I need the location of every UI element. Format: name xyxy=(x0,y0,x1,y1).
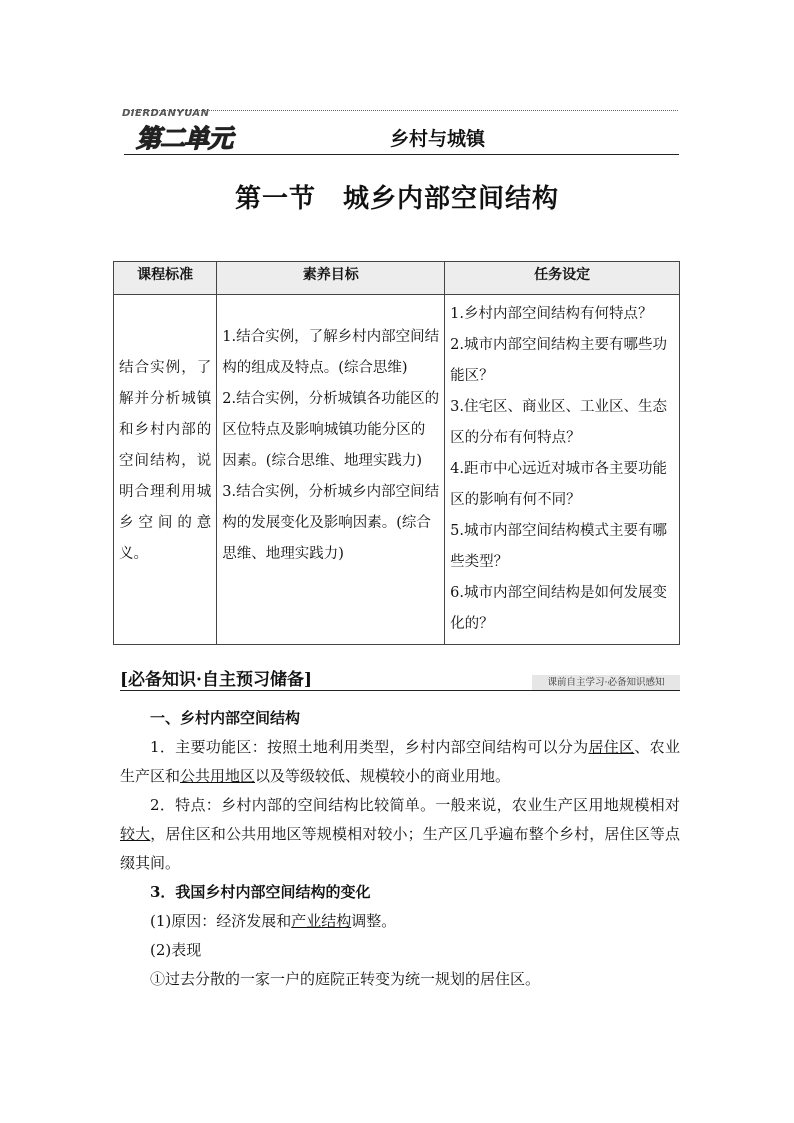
section-title: 第一节 城乡内部空间结构 xyxy=(234,184,559,214)
knowledge-bar-tag: 课前自主学习·必备知识感知 xyxy=(532,675,680,690)
task-item: 2.城市内部空间结构主要有哪些功能区？ xyxy=(450,337,668,384)
header-curriculum: 课程标准 xyxy=(114,262,217,295)
header-rule xyxy=(124,154,679,155)
goal-item: 3.结合实例，分析城乡内部空间结构的发展变化及影响因素。(综合思维、地理实践力) xyxy=(222,484,440,562)
unit-logo: 第二单元 xyxy=(136,124,233,153)
table-row xyxy=(114,295,680,645)
paragraph-reason xyxy=(120,907,680,936)
text-span: ，居住区和公共用地区等规模相对较小；生产区几乎遍布整个乡村，居住区等点缀其间。 xyxy=(120,825,680,872)
knowledge-bar-title: [必备知识·自主预习储备] xyxy=(120,670,313,690)
answer-span: 较大 xyxy=(120,825,151,843)
answer-span: 公共用地区 xyxy=(180,767,256,785)
task-item: 5.城市内部空间结构模式主要有哪些类型？ xyxy=(450,523,668,570)
text-span: 以及等级较低、规模较小的商业用地。 xyxy=(255,767,511,785)
header-tasks: 任务设定 xyxy=(445,262,680,295)
standards-table xyxy=(113,261,680,645)
header-goals: 素养目标 xyxy=(217,262,445,295)
body-text xyxy=(120,704,680,994)
text-span: 1．主要功能区：按照土地利用类型，乡村内部空间结构可以分为 xyxy=(150,738,589,756)
goal-item: 2.结合实例，分析城镇各功能区的区位特点及影响城镇功能分区的因素。(综合思维、地理实践力) xyxy=(222,391,440,469)
table-header-row xyxy=(114,262,680,295)
paragraph-functional-areas xyxy=(120,733,680,791)
task-item: 1.乡村内部空间结构有何特点？ xyxy=(450,306,653,322)
paragraph-features xyxy=(120,791,680,878)
text-span: 调整。 xyxy=(351,912,397,930)
unit-pinyin: DIERDANYUAN xyxy=(122,108,210,119)
text-span: (1)原因：经济发展和 xyxy=(150,912,292,930)
paragraph-item-1: ①过去分散的一家一户的庭院正转变为统一规划的居住区。 xyxy=(150,970,541,988)
paragraph-manifestation: (2)表现 xyxy=(150,941,202,959)
answer-span: 居住区 xyxy=(588,738,635,756)
curriculum-cell: 结合实例，了解并分析城镇和乡村内部的空间结构，说明合理利用城乡空间的意义。 xyxy=(114,295,217,645)
goal-item: 1.结合实例，了解乡村内部空间结构的组成及特点。(综合思维) xyxy=(222,329,440,376)
body-heading: 一、乡村内部空间结构 xyxy=(150,709,301,727)
answer-span: 产业结构 xyxy=(291,912,352,930)
task-item: 3.住宅区、商业区、工业区、生态区的分布有何特点？ xyxy=(450,399,668,446)
text-span: 2．特点：乡村内部的空间结构比较简单。一般来说，农业生产区用地规模相对 xyxy=(150,796,680,814)
paragraph-changes-heading: 3．我国乡村内部空间结构的变化 xyxy=(150,883,371,901)
goals-cell xyxy=(217,295,445,645)
header-dotted-rule xyxy=(128,110,678,111)
task-item: 6.城市内部空间结构是如何发展变化的？ xyxy=(450,585,668,632)
unit-title: 乡村与城镇 xyxy=(390,128,486,150)
task-item: 4.距市中心远近对城市各主要功能区的影响有何不同？ xyxy=(450,461,668,508)
knowledge-bar-rule xyxy=(120,690,680,691)
text-span: 、农业生产区和 xyxy=(120,738,680,785)
tasks-cell xyxy=(445,295,680,645)
